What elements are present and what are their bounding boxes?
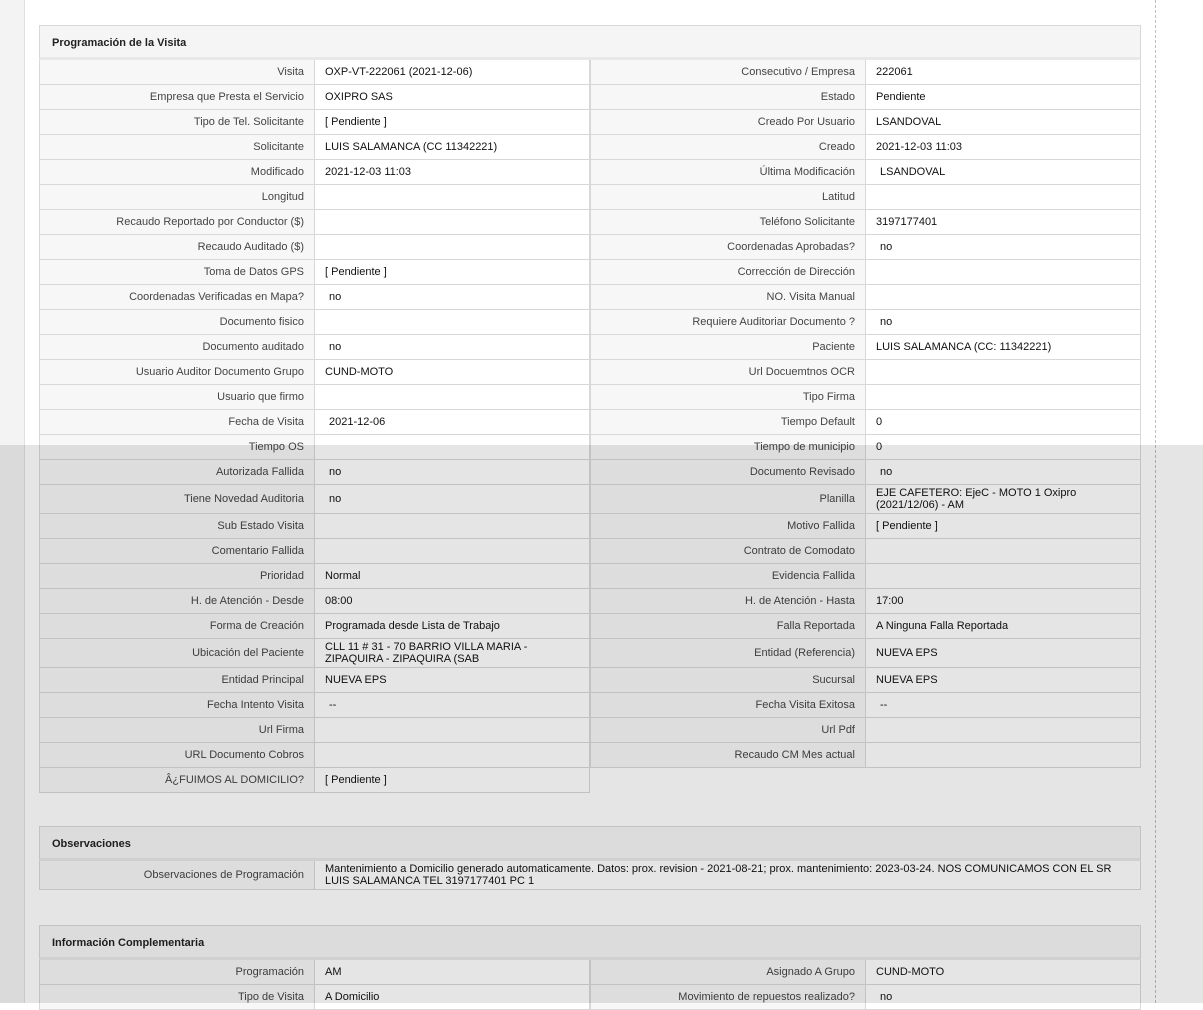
field-value: no: [315, 335, 590, 360]
field-label: Tiempo de municipio: [590, 435, 866, 460]
field-value: 2021-12-03 11:03: [315, 160, 590, 185]
field-value: 0: [866, 410, 1141, 435]
field-label: Url Firma: [39, 718, 315, 743]
field-value: [866, 743, 1141, 768]
field-label: Recaudo Reportado por Conductor ($): [39, 210, 315, 235]
field-label: Usuario Auditor Documento Grupo: [39, 360, 315, 385]
field-value: no: [866, 985, 1141, 1010]
field-value: NUEVA EPS: [315, 668, 590, 693]
field-label: Evidencia Fallida: [590, 564, 866, 589]
field-label: Ubicación del Paciente: [39, 639, 315, 668]
field-label: Tipo de Visita: [39, 985, 315, 1010]
field-value: no: [866, 310, 1141, 335]
field-label: Tipo de Tel. Solicitante: [39, 110, 315, 135]
field-label: Documento auditado: [39, 335, 315, 360]
section-title: Programación de la Visita: [39, 25, 1141, 60]
field-value: --: [866, 693, 1141, 718]
complementaria-panel: [39, 925, 1141, 1010]
field-label: Sub Estado Visita: [39, 514, 315, 539]
field-value: CLL 11 # 31 - 70 BARRIO VILLA MARIA - ZIPAQUIRA - ZIPAQUIRA (SAB: [315, 639, 590, 668]
field-value: Programada desde Lista de Trabajo: [315, 614, 590, 639]
field-value: 17:00: [866, 589, 1141, 614]
field-value: [ Pendiente ]: [315, 768, 590, 793]
field-value: [866, 360, 1141, 385]
field-value: [315, 514, 590, 539]
field-value: LSANDOVAL: [866, 110, 1141, 135]
field-label: Sucursal: [590, 668, 866, 693]
field-label: URL Documento Cobros: [39, 743, 315, 768]
field-label: Recaudo Auditado ($): [39, 235, 315, 260]
field-label: Tiempo OS: [39, 435, 315, 460]
left-gutter: [0, 0, 25, 1003]
field-label: Documento Revisado: [590, 460, 866, 485]
field-label: Â¿FUIMOS AL DOMICILIO?: [39, 768, 315, 793]
field-value: [315, 718, 590, 743]
field-value: no: [315, 485, 590, 514]
field-label: Falla Reportada: [590, 614, 866, 639]
field-value: 222061: [866, 60, 1141, 85]
field-value: 0: [866, 435, 1141, 460]
field-value: [866, 718, 1141, 743]
field-value: AM: [315, 960, 590, 985]
field-value: 3197177401: [866, 210, 1141, 235]
field-label: Prioridad: [39, 564, 315, 589]
field-label: Última Modificación: [590, 160, 866, 185]
field-value: 2021-12-06: [315, 410, 590, 435]
field-value: [315, 210, 590, 235]
field-label: Fecha Visita Exitosa: [590, 693, 866, 718]
field-value: [866, 539, 1141, 564]
field-label: Modificado: [39, 160, 315, 185]
field-value: [ Pendiente ]: [315, 260, 590, 285]
field-value: [315, 743, 590, 768]
field-label: Movimiento de repuestos realizado?: [590, 985, 866, 1010]
field-value: 08:00: [315, 589, 590, 614]
field-label: Url Docuemtnos OCR: [590, 360, 866, 385]
field-label: Asignado A Grupo: [590, 960, 866, 985]
field-value: [315, 185, 590, 210]
field-label: NO. Visita Manual: [590, 285, 866, 310]
field-value: --: [315, 693, 590, 718]
field-label: Creado: [590, 135, 866, 160]
field-label: Contrato de Comodato: [590, 539, 866, 564]
field-value: NUEVA EPS: [866, 668, 1141, 693]
field-value: [ Pendiente ]: [315, 110, 590, 135]
field-label: H. de Atención - Hasta: [590, 589, 866, 614]
field-value: LUIS SALAMANCA (CC: 11342221): [866, 335, 1141, 360]
field-value: EJE CAFETERO: EjeC - MOTO 1 Oxipro (2021/12/06) - AM: [866, 485, 1141, 514]
field-label: Comentario Fallida: [39, 539, 315, 564]
field-value: A Domicilio: [315, 985, 590, 1010]
field-label: Requiere Auditoriar Documento ?: [590, 310, 866, 335]
field-value: [866, 260, 1141, 285]
field-value: OXP-VT-222061 (2021-12-06): [315, 60, 590, 85]
field-label: Tipo Firma: [590, 385, 866, 410]
field-label: Coordenadas Aprobadas?: [590, 235, 866, 260]
field-label: Tiene Novedad Auditoria: [39, 485, 315, 514]
field-label: Estado: [590, 85, 866, 110]
field-value: Normal: [315, 564, 590, 589]
field-value: OXIPRO SAS: [315, 85, 590, 110]
field-label: Entidad (Referencia): [590, 639, 866, 668]
field-value: no: [315, 460, 590, 485]
field-label: Visita: [39, 60, 315, 85]
field-value: no: [866, 235, 1141, 260]
field-label: Motivo Fallida: [590, 514, 866, 539]
field-value: Pendiente: [866, 85, 1141, 110]
field-label: Paciente: [590, 335, 866, 360]
field-value: LUIS SALAMANCA (CC 11342221): [315, 135, 590, 160]
field-label: Longitud: [39, 185, 315, 210]
observaciones-panel: [39, 826, 1141, 890]
field-label: Recaudo CM Mes actual: [590, 743, 866, 768]
observaciones-value: Mantenimiento a Domicilio generado automaticamente. Datos: prox. revision - 2021-08-21; prox. mantenimiento: 2023-03-24. NOS COMUNICAMOS CON EL SR LUIS SALAMANCA TEL 3197177401 PC 1: [315, 861, 1141, 890]
field-value: LSANDOVAL: [866, 160, 1141, 185]
field-label: Coordenadas Verificadas en Mapa?: [39, 285, 315, 310]
empty-cell: [590, 768, 866, 793]
field-value: [315, 310, 590, 335]
field-label: Empresa que Presta el Servicio: [39, 85, 315, 110]
field-value: [315, 385, 590, 410]
field-label: Solicitante: [39, 135, 315, 160]
field-value: no: [866, 460, 1141, 485]
field-label: Toma de Datos GPS: [39, 260, 315, 285]
field-label: Usuario que firmo: [39, 385, 315, 410]
field-value: [315, 235, 590, 260]
field-value: [866, 185, 1141, 210]
section-title: Observaciones: [39, 826, 1141, 861]
programacion-grid: [39, 60, 1141, 793]
field-value: [866, 385, 1141, 410]
field-value: [866, 564, 1141, 589]
field-value: CUND-MOTO: [315, 360, 590, 385]
field-value: [315, 539, 590, 564]
field-label: Autorizada Fallida: [39, 460, 315, 485]
field-label: Consecutivo / Empresa: [590, 60, 866, 85]
observaciones-grid: [39, 861, 1141, 890]
field-label: Creado Por Usuario: [590, 110, 866, 135]
field-value: [866, 285, 1141, 310]
field-value: [ Pendiente ]: [866, 514, 1141, 539]
field-label: Fecha Intento Visita: [39, 693, 315, 718]
field-label: Documento fisico: [39, 310, 315, 335]
field-value: [315, 435, 590, 460]
field-label: Tiempo Default: [590, 410, 866, 435]
field-label: Latitud: [590, 185, 866, 210]
field-label: Teléfono Solicitante: [590, 210, 866, 235]
field-label: Entidad Principal: [39, 668, 315, 693]
field-label: Corrección de Dirección: [590, 260, 866, 285]
field-value: NUEVA EPS: [866, 639, 1141, 668]
field-value: no: [315, 285, 590, 310]
programacion-panel: [39, 25, 1141, 793]
field-label: Programación: [39, 960, 315, 985]
field-label: Fecha de Visita: [39, 410, 315, 435]
field-label: Observaciones de Programación: [39, 861, 315, 890]
section-title: Información Complementaria: [39, 925, 1141, 960]
field-value: A Ninguna Falla Reportada: [866, 614, 1141, 639]
field-label: Planilla: [590, 485, 866, 514]
field-value: 2021-12-03 11:03: [866, 135, 1141, 160]
dashed-divider: [1155, 0, 1156, 1003]
field-label: H. de Atención - Desde: [39, 589, 315, 614]
empty-cell: [866, 768, 1141, 793]
field-value: CUND-MOTO: [866, 960, 1141, 985]
field-label: Url Pdf: [590, 718, 866, 743]
field-label: Forma de Creación: [39, 614, 315, 639]
